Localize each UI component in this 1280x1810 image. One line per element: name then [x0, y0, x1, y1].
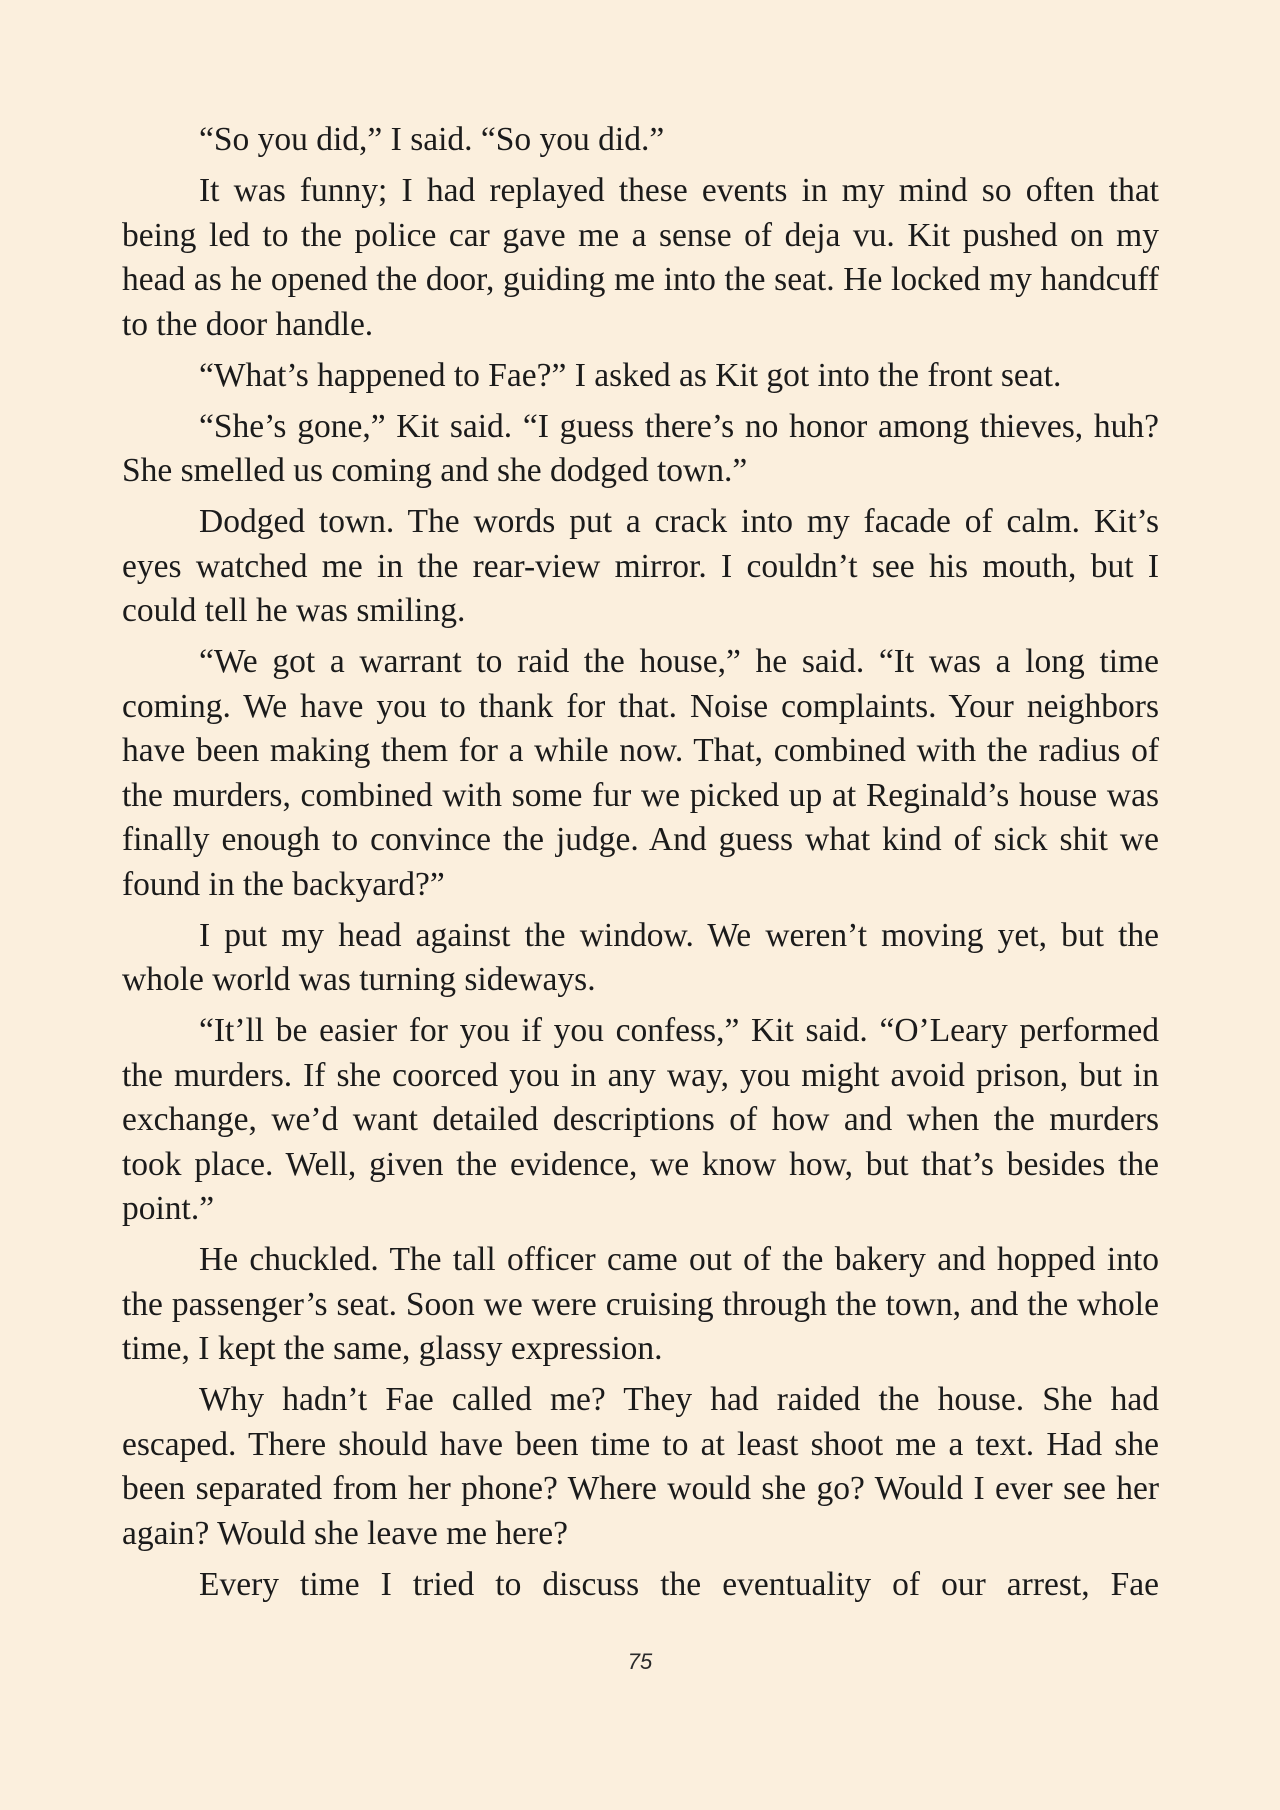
paragraph-10: Why hadn’t Fae called me? They had raided the house. She had escaped. There should have been time to at least shoot me a text. Had she been separated from her phone? Where would she go? Would I ever see her again? Would she leave me here?: [122, 1381, 1159, 1552]
paragraph-2: It was funny; I had replayed these events in my mind so often that being led to the police car gave me a sense of deja vu. Kit pushed on my head as he opened the door, guiding me into the seat. He locked my handcuff to the door handle.: [122, 172, 1159, 343]
paragraph-5: Dodged town. The words put a crack into my facade of calm. Kit’s eyes watched me in the rear-view mirror. I couldn’t see his mouth, but I could tell he was smiling.: [122, 503, 1159, 629]
paragraph-6: “We got a warrant to raid the house,” he said. “It was a long time coming. We have you to thank for that. Noise complaints. Your neighbors have been making them for a while now. That, combined with the radius of the murders, combined with some fur we picked up at Reginald’s house was finally enough to convince the judge. And guess what kind of sick shit we found in the backyard?”: [122, 643, 1159, 903]
page-number: 75: [627, 1649, 653, 1674]
paragraph-3: “What’s happened to Fae?” I asked as Kit got into the front seat.: [199, 356, 1062, 394]
paragraph-1: “So you did,” I said. “So you did.”: [199, 121, 665, 158]
body-text: [122, 118, 1159, 1614]
paragraph-8: “It’ll be easier for you if you confess,” Kit said. “O’Leary performed the murders. If she coorced you in any way, you might avoid prison, but in exchange, we’d want detailed descriptions of how and when the murders took place. Well, given the evidence, we know how, but that’s besides the point.”: [122, 1012, 1159, 1227]
paragraph-7: I put my head against the window. We weren’t moving yet, but the whole world was turning sideways.: [122, 916, 1159, 998]
paragraph-9: He chuckled. The tall officer came out of the bakery and hopped into the passenger’s seat. Soon we were cruising through the town, and the whole time, I kept the same, glassy expression.: [122, 1241, 1159, 1367]
paragraph-4: “She’s gone,” Kit said. “I guess there’s no honor among thieves, huh? She smelled us coming and she dodged town.”: [122, 407, 1159, 489]
paragraph-11: Every time I tried to discuss the eventuality of our arrest, Fae: [199, 1565, 1159, 1603]
